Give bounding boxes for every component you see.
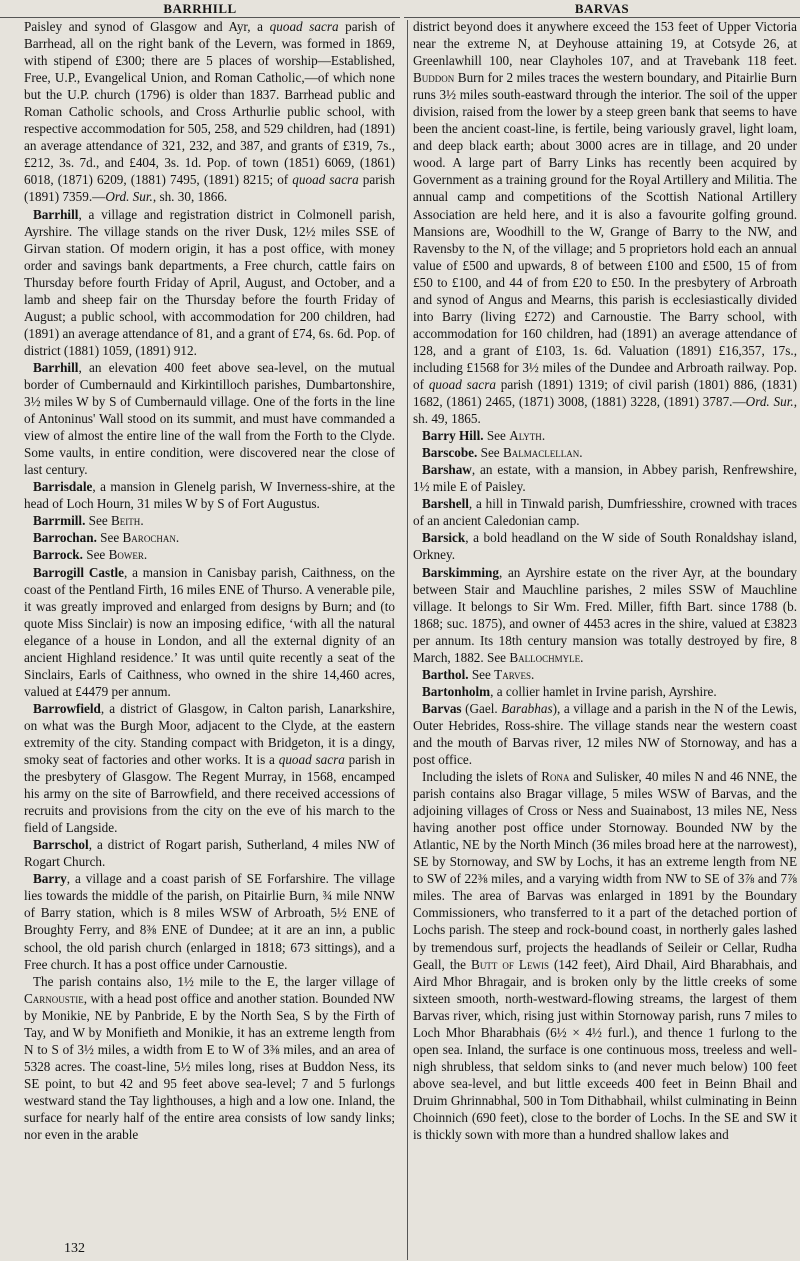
headword: Barry Hill.: [422, 428, 484, 444]
cross-reference: Ballochmyle: [509, 649, 581, 665]
entry-text: and Sulisker, 40 miles N and 46 NNE, the parish contains also Bragar village, 5 miles WSW of Barvas, and the adjoining villages of Cross or Ness and Suainabost, 13 miles NE, Ness having another post office under Stornoway. Bounded NW by the Atlantic, NE by the North Minch (36 miles broad here at the narrowest), SE by Stornoway, and SW by Lochs, it has an extreme length from NE to SW of 22⅜ miles, and a varying width from NW to SE of 3⅞ and 7⅞ miles. The area of Barvas was enlarged in 1891 by the Boundary Commissioners, who transferred to it a part of the detached portion of Lochs parish. The steep and rock-bound coast, in northerly gales lashed by tremendous surf, projects the headlands of Seileir or Cellar, Rudha Geall, the: [413, 769, 797, 972]
headword: Barrogill Castle: [33, 564, 124, 580]
entry-barthol: [413, 666, 797, 683]
entry-text: See: [82, 547, 109, 563]
cross-reference: Butt of Lewis: [471, 956, 549, 972]
entry-text: parish of Barrhead, all on the right bank of the Levern, was formed in 1869, with stipend of £300; there are 5 places of worship—Established, Free, U.P., Evangelical Union, and Roman Catholic,—of which none but the U.P. church (1796) is older than 1837. Barrhead public and Roman Catholic schools, and Cross Arthurlie public school, with respective accommodation for 505, 258, and 529 children, had (1891) an average attendance of 321, 232, and 387, and grants of £319, 7s., £212, 3s. 7d., and £404, 3s. 1d. Pop. of town (1851) 6069, (1861) 6018, (1871) 6209, (1881) 7495, (1891) 8215; of: [24, 19, 395, 188]
entry-text: Paisley and synod of Glasgow and Ayr, a: [24, 19, 270, 34]
entry-text: (142 feet), Aird Dhail, Aird Bharabhais, and Aird Mhor Bhragair, and is broken only by the little creeks of some sixteen smooth, north-westward-flowing streams, the largest of them Barvas river, which, rising just within Stornoway parish, runs 7 miles to Loch Mhor Bharabhais (6½ × 4½ furl.), and thence 1 furlong to the open sea. Inland, the surface is one continuous moss, treeless and well-nigh shrubless, that seldom sinks to (and never much below) 100 feet above sea-level, and but little exceeds 400 feet in Beinn Bhail and Druim Ghrinnabhal, 500 in Tom Dithabhail, whilst culminating in Beinn Choinnich (690 feet), close to the border of Lochs. In the SE and SW it is thickly sown with more than a hundred shallow lakes and: [413, 956, 797, 1143]
italic-text: quoad sacra: [292, 172, 359, 188]
cross-reference: Barochan: [122, 530, 176, 546]
entry-text: , a mansion in Canisbay parish, Caithness, on the coast of the Pentland Firth, 16 miles ENE of Thurso. A venerable pile, it was greatly improved and enlarged from designs by Burn; and (to quote Miss Sinclair) is now an imposing edifice, ‘with all the natural elegance of a house in London, and all the external dignity of an ancient Highland residence.’ It was until quite recently a seat of the Sinclairs, Earls of Caithness, who owned in the shire 14,460 acres, valued at £4479 per annum.: [24, 564, 395, 699]
headword: Barshell: [422, 496, 469, 512]
entry-text: parish (1891) 7359.—: [24, 172, 395, 205]
headword: Barshaw: [422, 462, 472, 478]
entry-paragraph: [24, 973, 395, 1143]
cross-reference: Rona: [541, 769, 570, 785]
entry-text: .: [531, 666, 535, 682]
headword: Barscobe.: [422, 445, 478, 461]
entry-continuation: [413, 18, 797, 427]
entry-text: (Gael.: [461, 700, 502, 716]
entry-barrschol: [24, 836, 395, 870]
entry-continuation: [24, 18, 395, 206]
entry-text: .: [175, 530, 180, 546]
entry-text: , a village and registration district in Colmonell parish, Ayrshire. The village stands on the river Dusk, 12½ miles SSE of Girvan station. Of modern origin, it has a post office, with money order and savings bank departments, a Free church, cattle fairs on Thursday before fourth Friday of April, August, and October, and a lamb and sheep fair on the Thursday before the fourth Friday of August; a public school, with accommodation for 200 children, had (1891) an average attendance of 81, and a grant of £74, 6s. 6d. Pop. of district (1881) 1059, (1891) 912.: [24, 206, 395, 358]
cross-reference: Buddon: [413, 70, 455, 86]
headword: Barrmill.: [33, 513, 86, 529]
headword: Barrowfield: [33, 700, 101, 716]
entry-barshell: [413, 495, 797, 529]
entry-text: .: [541, 428, 546, 444]
headword: Barrhill: [33, 206, 79, 222]
entry-text: parish (1891) 1319; of civil parish (1801) 886, (1831) 1682, (1861) 2465, (1871) 3008, (1881) 3228, (1891) 3787.—: [413, 376, 797, 410]
headword: Barrhill: [33, 359, 79, 375]
headword: Barrisdale: [33, 479, 93, 495]
entry-text: parish in the presbytery of Glasgow. The Regent Murray, in 1568, encamped his army on the site of Barrowfield, and there received accessions of recruits and provisions from the city on the eve of his march to the field of Langside.: [24, 752, 395, 836]
entry-barrmill: [24, 512, 395, 529]
italic-text: quoad sacra: [269, 19, 339, 34]
entry-barrochan: [24, 529, 395, 546]
headword: Barry: [33, 871, 67, 887]
entry-text: , an Ayrshire estate on the river Ayr, at the boundary between Stair and Mauchline parishes, 2 miles SSW of Mauchline village. It belongs to Sir Wm. Fred. Miller, fifth Bart. since 1788 (b. 1868; suc. 1875), and owner of 4453 acres in the shire, valued at £3823 per annum. Its 18th century mansion was totally destroyed by fire, 8 March, 1882. See: [413, 564, 797, 665]
entry-text: See: [85, 513, 112, 529]
entry-barskimming: [413, 564, 797, 666]
left-column: [24, 18, 395, 1243]
entry-text: , a collier hamlet in Irvine parish, Ayrshire.: [490, 683, 717, 699]
entry-text: , a district of Glasgow, in Calton parish, Lanarkshire, on what was the Burgh Moor, adjacent to the Clyde, at the eastern extremity of the city. Standing compact with Bridgeton, it is a dingy, smoky seat of factories and other works. It is a: [24, 700, 395, 768]
entry-text: ), a village and a parish in the N of the Lewis, Outer Hebrides, Ross-shire. The village stands near the western coast and the mouth of Barvas river, 12 miles NW of Stornoway, and has a post office.: [413, 700, 797, 768]
entry-barrogill-castle: [24, 564, 395, 700]
entry-barrock: [24, 546, 395, 563]
entry-text: .: [143, 547, 148, 563]
entry-text: , an estate, with a mansion, in Abbey parish, Renfrewshire, 1½ mile E of Paisley.: [413, 462, 797, 495]
entry-text: .: [579, 445, 583, 461]
entry-barry-hill: [413, 427, 797, 444]
entry-barsick: [413, 529, 797, 563]
italic-text: quoad sacra: [428, 376, 496, 392]
entry-text: , a hill in Tinwald parish, Dumfriesshire, crowned with traces of an ancient Caledonian camp.: [413, 496, 797, 529]
headword: Bartonholm: [422, 683, 491, 699]
entry-bartonholm: [413, 683, 797, 700]
page-number: 132: [64, 1241, 85, 1256]
entry-barvas: [413, 700, 797, 768]
entry-text: See: [468, 666, 495, 682]
entry-text: , a district of Rogart parish, Sutherland, 4 miles NW of Rogart Church.: [24, 837, 395, 870]
entry-text: .: [140, 513, 144, 529]
italic-text: Ord. Sur.: [745, 394, 794, 410]
entry-text: See: [477, 445, 503, 461]
header-left: BARRHILL: [163, 1, 237, 16]
entry-text: , a mansion in Glenelg parish, W Inverness-shire, at the head of Loch Hourn, 31 miles W by S of Fort Augustus.: [24, 479, 395, 512]
italic-text: quoad sacra: [278, 752, 345, 768]
cross-reference: Beith: [111, 513, 141, 529]
entry-barrhill: [24, 206, 395, 359]
entry-text: district beyond does it anywhere exceed the 153 feet of Upper Victoria near the extreme N, at Deyhouse attaining 19, at Cotsyde 26, at Greenlawhill 100, near Clayholes 107, and at Travebank 118 feet.: [413, 19, 797, 69]
entry-barshaw: [413, 461, 797, 495]
headword: Barskimming: [422, 564, 499, 580]
entry-paragraph: [413, 768, 797, 1143]
entry-text: See: [483, 428, 510, 444]
headword: Barrock.: [33, 547, 83, 563]
cross-reference: Balmaclellan: [502, 445, 580, 461]
header-right: BARVAS: [574, 1, 630, 16]
entry-text: , a bold headland on the W side of South Ronaldshay island, Orkney.: [413, 530, 797, 563]
entry-barrowfield: [24, 700, 395, 836]
entry-barscobe: [413, 444, 797, 461]
running-header: [0, 0, 800, 18]
entry-text: , sh. 30, 1866.: [152, 189, 228, 205]
cross-reference: Tarves: [494, 666, 532, 682]
italic-text: Barabhas: [501, 700, 553, 716]
entry-text: , sh. 49, 1865.: [413, 394, 797, 427]
entry-text: , an elevation 400 feet above sea-level, on the mutual border of Cumbernauld and Kirkintilloch parishes, Dumbartonshire, 3½ miles W by S of Cumbernauld village. One of the forts in the line of Antoninus' Wall stood on its summit, and must have commanded a view of almost the entire line of the wall from the Forth to the Clyde. Some vaults, in entire condition, were discovered near the close of last century.: [24, 359, 395, 478]
right-column: [413, 18, 797, 1243]
entry-text: Including the islets of: [422, 769, 542, 785]
headword: Barthol.: [422, 666, 469, 682]
entry-barrhill: [24, 359, 395, 478]
entry-text: .: [580, 649, 584, 665]
headword: Barsick: [422, 530, 466, 546]
entry-text: The parish contains also, 1½ mile to the E, the larger village of: [33, 973, 395, 989]
italic-text: Ord. Sur.: [105, 189, 153, 205]
cross-reference: Carnoustie: [24, 990, 84, 1006]
entry-text: See: [96, 530, 123, 546]
entry-barrisdale: [24, 478, 395, 512]
entry-barry: [24, 870, 395, 972]
column-divider: [407, 20, 408, 1260]
entry-text: Burn for 2 miles traces the western boundary, and Pitairlie Burn runs 3½ miles south-eastward through the interior. The soil of the upper division, raised from the lower by a steep green bank that seems to have been the ancient coast-line, is fertile, being variously gravel, light loam, and deep black earth; about 3000 acres are in tillage, and 20 under wood. A large part of Barry Links has recently been acquired by Government as a training ground for the Royal Artillery and Militia. The annual camp and competitions of the Scottish National Artillery Association are held here, and it is also a favourite golfing ground. Mansions are, Woodhill to the W, Grange of Barry to the NW, and Ravensby to the N, of the village; and 5 proprietors hold each an annual value of £500 and upwards, 8 of between £100 and £500, 15 of from £50 to £100, and 44 of from £20 to £50. In the presbytery of Arbroath and synod of Angus and Mearns, this parish is ecclesiastically divided into Barry (living £272) and Carnoustie. The Barry school, with accommodation for 160 children, had (1891) an average attendance of 128, and a grant of £103, 1s. 6d. Valuation (1891) £16,357, 17s., including £1568 for 3½ miles of the Dundee and Arbroath railway. Pop. of: [413, 70, 797, 392]
entry-text: , with a head post office and another station. Bounded NW by Monikie, NE by Panbride, E by the North Sea, S by the Firth of Tay, and W by Monifieth and Monikie, it has an extreme length from N to S of 3½ miles, a width from E to W of 3⅜ miles, and an area of 5328 acres. The coast-line, 5½ miles long, rises at Buddon Ness, its SE point, to but 42 and 95 feet above sea-level; 7 and 5 furlongs westward stand the Tay lighthouses, a high and a low one. Inland, the surface for nearly half of the entire area consists of low sandy links; nor even in the arable: [24, 990, 395, 1143]
headword: Barvas: [422, 700, 462, 716]
cross-reference: Alyth: [509, 428, 542, 444]
headword: Barrschol: [33, 837, 89, 853]
headword: Barrochan.: [33, 530, 97, 546]
cross-reference: Bower: [108, 547, 144, 563]
entry-text: , a village and a coast parish of SE Forfarshire. The village lies towards the middle of the parish, on Pitairlie Burn, ¾ mile NNW of Barry station, which is 8 miles WSW of Arbroath, 5½ ENE of Broughty Ferry, and 8⅜ ENE of Dundee; at it are an inn, a public school, the old parish church (enlarged in 1818; 673 sittings), and a Free church. It has a post office under Carnoustie.: [24, 871, 395, 972]
